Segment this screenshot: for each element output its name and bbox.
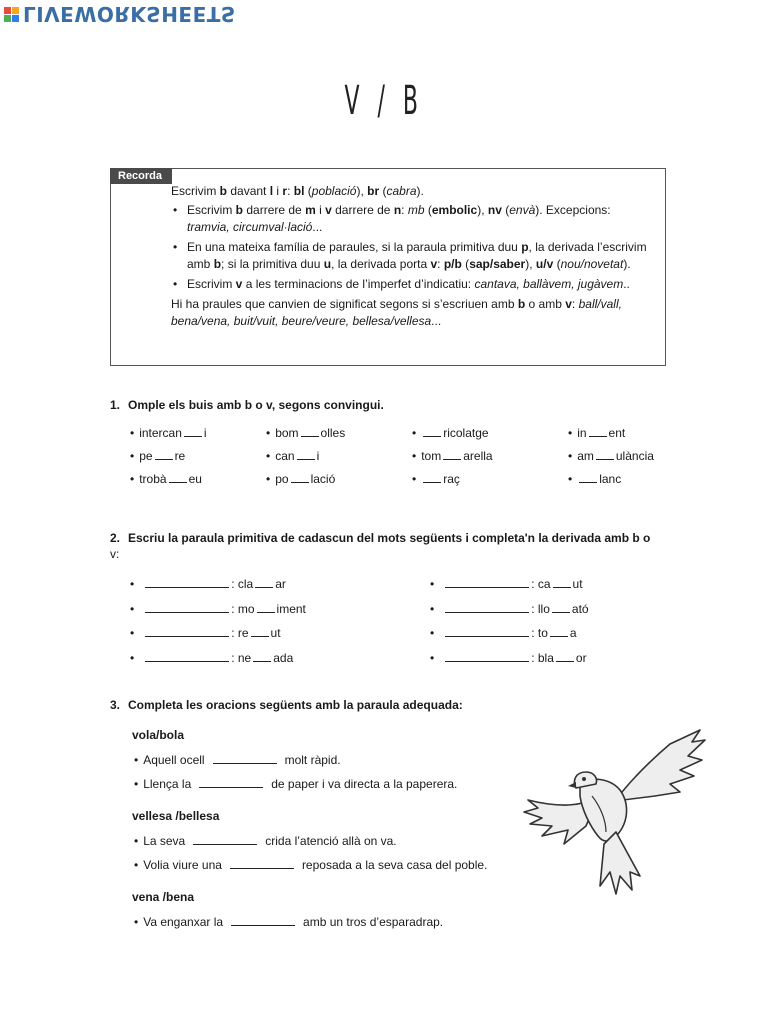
recorda-bullet-item <box>187 202 651 236</box>
recorda-bullet-segment: darrere de <box>243 203 306 217</box>
q2-item-prefix: : ne <box>231 651 252 665</box>
q2-item <box>130 651 293 665</box>
q2-primitive-word-field[interactable] <box>445 602 529 613</box>
recorda-intro-segment: cabra <box>386 184 417 198</box>
recorda-bullet-segment: En una mateixa família de paraules, si la paraula primitiva duu <box>187 240 522 254</box>
q1-blank-field[interactable] <box>443 449 461 460</box>
recorda-bullets <box>171 202 651 293</box>
q1-item-prefix: po <box>275 472 289 486</box>
q2-item-prefix: : ca <box>531 577 551 591</box>
q3-sentence-end: amb un tros d’esparadrap. <box>303 915 444 929</box>
q3-text: Completa les oracions següents amb la paraula adequada: <box>128 698 463 712</box>
q2-title <box>110 530 710 562</box>
recorda-body <box>171 183 651 330</box>
recorda-bullet-segment: b <box>235 203 244 217</box>
q3-sentence-end: molt ràpid. <box>284 753 341 767</box>
q2-blank-field[interactable] <box>550 626 568 637</box>
recorda-bullet-segment: b <box>213 257 222 271</box>
q1-blank-field[interactable] <box>423 426 441 437</box>
q2-number: 2. <box>110 531 121 545</box>
q1-item <box>130 472 202 486</box>
recorda-intro-segment: : <box>287 184 294 198</box>
recorda-outro-segment: ... <box>431 314 442 328</box>
q2-item-suffix: ut <box>572 577 583 591</box>
q2-primitive-word-field[interactable] <box>445 626 529 637</box>
q1-number: 1. <box>110 398 121 412</box>
recorda-intro-segment: població <box>311 184 357 198</box>
q1-blank-field[interactable] <box>423 472 441 483</box>
q1-item-suffix: i <box>203 426 207 440</box>
q3-sentence-start: La seva <box>143 834 186 848</box>
q2-blank-field[interactable] <box>255 577 273 588</box>
q1-item <box>266 426 345 440</box>
q1-item-prefix: in <box>577 426 587 440</box>
recorda-bullet-segment: mb <box>407 203 425 217</box>
q1-item-suffix: olles <box>320 426 346 440</box>
q2-primitive-word-field[interactable] <box>145 577 229 588</box>
q2-item-prefix: : cla <box>231 577 254 591</box>
q3-blank-field[interactable] <box>213 753 277 764</box>
q3-sentence <box>134 858 487 872</box>
recorda-intro-segment: ). <box>416 184 424 198</box>
recorda-bullet-segment: m <box>305 203 316 217</box>
q1-item <box>130 449 185 463</box>
q2-item <box>430 602 589 616</box>
recorda-bullet-item <box>187 276 651 293</box>
q1-blank-field[interactable] <box>596 449 614 460</box>
q2-text-line1: Escriu la paraula primitiva de cadascun del mots següents i completa'n la derivada amb b o <box>128 531 651 545</box>
q2-item <box>430 577 583 591</box>
logo-blocks-icon <box>4 7 19 22</box>
q1-blank-field[interactable] <box>301 426 319 437</box>
recorda-intro-segment: ( <box>379 184 387 198</box>
q2-blank-field[interactable] <box>553 577 571 588</box>
q2-item <box>130 626 281 640</box>
q3-title <box>110 698 463 712</box>
q3-sentence <box>134 777 457 791</box>
q1-blank-field[interactable] <box>589 426 607 437</box>
recorda-bullet-segment: , la derivada porta <box>331 257 431 271</box>
q2-item-suffix: iment <box>276 602 306 616</box>
recorda-bullet-segment: cantava, ballàvem, jugàvem <box>474 277 624 291</box>
q1-item <box>568 449 654 463</box>
q1-text: Omple els buis amb b o v, segons convingui. <box>128 398 384 412</box>
recorda-outro-segment: b <box>517 297 526 311</box>
q2-primitive-word-field[interactable] <box>145 602 229 613</box>
recorda-intro-segment: i <box>273 184 283 198</box>
q3-sentence-start: Volia viure una <box>143 858 222 872</box>
q1-item <box>568 472 621 486</box>
q1-item-prefix: intercan <box>139 426 182 440</box>
recorda-bullet-segment: nou/novetat <box>560 257 624 271</box>
q3-sentence-start: Va enganxar la <box>143 915 224 929</box>
recorda-outro-segment: ball/vall, bena/vena, buit/vuit, beure/veure, bellesa/vellesa <box>171 297 622 328</box>
q2-item-suffix: or <box>575 651 587 665</box>
recorda-bullet-segment: v <box>325 203 332 217</box>
recorda-bullet-segment: ). Excepcions: <box>535 203 611 217</box>
recorda-bullet-segment: n <box>393 203 402 217</box>
recorda-bullet-segment: ), <box>525 257 536 271</box>
q1-item <box>266 472 335 486</box>
q3-sentence-end: crida l’atenció allà on va. <box>265 834 397 848</box>
q1-item-suffix: lació <box>310 472 336 486</box>
recorda-tag: Recorda <box>110 168 172 184</box>
recorda-bullet-segment: Escrivim <box>187 277 236 291</box>
q2-blank-field[interactable] <box>253 651 271 662</box>
recorda-intro-segment: b <box>219 184 228 198</box>
q2-blank-field[interactable] <box>556 651 574 662</box>
q2-primitive-word-field[interactable] <box>145 651 229 662</box>
q3-sentence <box>134 834 397 848</box>
q2-blank-field[interactable] <box>552 602 570 613</box>
recorda-bullet-segment: nv <box>487 203 502 217</box>
logo-text: LIVEWORKSHEETS <box>23 2 236 26</box>
recorda-outro <box>171 296 651 330</box>
q1-item-prefix: trobà <box>139 472 167 486</box>
recorda-intro-segment: davant <box>227 184 270 198</box>
q1-item-suffix: i <box>316 449 320 463</box>
q1-item-suffix: ent <box>608 426 626 440</box>
q2-item-prefix: : bla <box>531 651 554 665</box>
recorda-bullet-segment: , la derivada l’escrivim amb <box>187 240 647 271</box>
q1-item-suffix: re <box>174 449 186 463</box>
recorda-bullet-segment: p <box>521 240 529 254</box>
q3-blank-field[interactable] <box>199 777 263 788</box>
recorda-intro <box>171 183 651 200</box>
q1-blank-field[interactable] <box>297 449 315 460</box>
q3-sentence <box>134 753 341 767</box>
q2-item <box>430 626 577 640</box>
q3-sentence-start: Llença la <box>143 777 192 791</box>
q1-item <box>568 426 625 440</box>
q3-blank-field[interactable] <box>231 915 295 926</box>
q1-blank-field[interactable] <box>579 472 597 483</box>
q1-item-suffix: lanc <box>599 472 622 486</box>
q3-sentence-end: reposada a la seva casa del poble. <box>301 858 488 872</box>
recorda-outro-segment: o amb <box>525 297 566 311</box>
q2-primitive-word-field[interactable] <box>445 577 529 588</box>
recorda-intro-segment: br <box>367 184 380 198</box>
q3-group-label: vena /bena <box>132 890 195 904</box>
recorda-intro-segment: l <box>269 184 274 198</box>
recorda-outro-segment: v <box>565 297 572 311</box>
recorda-bullet-segment: : <box>437 257 444 271</box>
q1-item-suffix: raç <box>443 472 460 486</box>
recorda-outro-segment: : <box>571 297 579 311</box>
q1-item-prefix: can <box>275 449 295 463</box>
recorda-bullet-segment: darrere de <box>331 203 394 217</box>
q2-item-prefix: : re <box>231 626 249 640</box>
recorda-bullet-segment: Escrivim <box>187 203 236 217</box>
q2-text-line2: v: <box>110 547 120 561</box>
recorda-bullet-segment: embolic <box>431 203 478 217</box>
q3-blank-field[interactable] <box>230 858 294 869</box>
q1-item <box>412 472 460 486</box>
recorda-bullet-segment: .. <box>623 277 630 291</box>
bird-eye <box>582 777 586 781</box>
q1-item-suffix: eu <box>188 472 202 486</box>
q2-item <box>130 602 306 616</box>
recorda-intro-segment: ( <box>304 184 312 198</box>
recorda-bullet-segment: ; si la primitiva duu <box>221 257 324 271</box>
q3-sentence-end: de paper i va directa a la paperera. <box>271 777 458 791</box>
recorda-bullet-segment: envà <box>509 203 536 217</box>
recorda-outro-segment: Hi ha praules que canvien de significat segons si s’escriuen amb <box>171 297 518 311</box>
q2-item-prefix: : llo <box>531 602 550 616</box>
recorda-bullet-segment: i <box>315 203 326 217</box>
recorda-bullet-segment: tramvia, circumval·lació <box>187 220 313 234</box>
q3-blank-field[interactable] <box>193 834 257 845</box>
q1-item <box>412 449 493 463</box>
q1-item-prefix: pe <box>139 449 153 463</box>
recorda-intro-segment: ), <box>356 184 368 198</box>
q2-primitive-word-field[interactable] <box>445 651 529 662</box>
recorda-bullet-segment: p/b <box>443 257 462 271</box>
liveworksheets-logo <box>4 2 236 26</box>
recorda-intro-segment: bl <box>293 184 305 198</box>
q2-item-suffix: a <box>569 626 577 640</box>
q2-item-suffix: ada <box>273 651 294 665</box>
q2-item-suffix: ató <box>571 602 589 616</box>
recorda-bullet-segment: v <box>430 257 438 271</box>
bird-illustration-icon <box>520 726 710 896</box>
q1-item-suffix: ulància <box>615 449 654 463</box>
recorda-intro-segment: r <box>282 184 288 198</box>
q2-item <box>130 577 286 591</box>
q2-item <box>430 651 587 665</box>
q1-item-prefix: bom <box>275 426 299 440</box>
q1-item <box>266 449 319 463</box>
q3-group-label: vellesa /bellesa <box>132 809 220 823</box>
q2-item-suffix: ut <box>270 626 281 640</box>
q2-primitive-word-field[interactable] <box>145 626 229 637</box>
recorda-bullet-segment: u/v <box>535 257 554 271</box>
q1-blank-field[interactable] <box>155 449 173 460</box>
recorda-bullet-segment: ( <box>501 203 510 217</box>
recorda-bullet-segment: ). <box>623 257 631 271</box>
recorda-bullet-segment: ... <box>312 220 323 234</box>
q1-blank-field[interactable] <box>184 426 202 437</box>
recorda-bullet-segment: a les terminacions de l’imperfet d’indicatiu: <box>242 277 475 291</box>
q2-blank-field[interactable] <box>251 626 269 637</box>
q2-item-suffix: ar <box>275 577 286 591</box>
recorda-intro-segment: Escrivim <box>171 184 220 198</box>
recorda-bullet-segment: ), <box>477 203 488 217</box>
q3-group-label: vola/bola <box>132 728 185 742</box>
q3-number: 3. <box>110 698 121 712</box>
recorda-bullet-item <box>187 239 651 273</box>
q1-item-suffix: ricolatge <box>443 426 489 440</box>
recorda-bullet-segment: : <box>401 203 408 217</box>
recorda-box <box>110 168 666 366</box>
recorda-bullet-segment: ( <box>424 203 432 217</box>
q1-item <box>412 426 489 440</box>
recorda-bullet-segment: sap/saber <box>469 257 526 271</box>
q2-item-prefix: : mo <box>231 602 255 616</box>
q1-item-suffix: arella <box>463 449 493 463</box>
page-title: V / B <box>344 78 424 124</box>
q1-blank-field[interactable] <box>291 472 309 483</box>
recorda-bullet-segment: u <box>323 257 332 271</box>
q1-title <box>110 398 384 412</box>
q1-item <box>130 426 207 440</box>
q1-item-prefix: am <box>577 449 594 463</box>
recorda-bullet-segment: ( <box>553 257 561 271</box>
q2-item-prefix: : to <box>531 626 548 640</box>
q1-item-prefix: tom <box>421 449 442 463</box>
recorda-bullet-segment: ( <box>461 257 470 271</box>
recorda-bullet-segment: v <box>235 277 243 291</box>
q1-blank-field[interactable] <box>169 472 187 483</box>
q3-sentence <box>134 915 443 929</box>
q2-blank-field[interactable] <box>257 602 275 613</box>
q3-sentence-start: Aquell ocell <box>143 753 205 767</box>
